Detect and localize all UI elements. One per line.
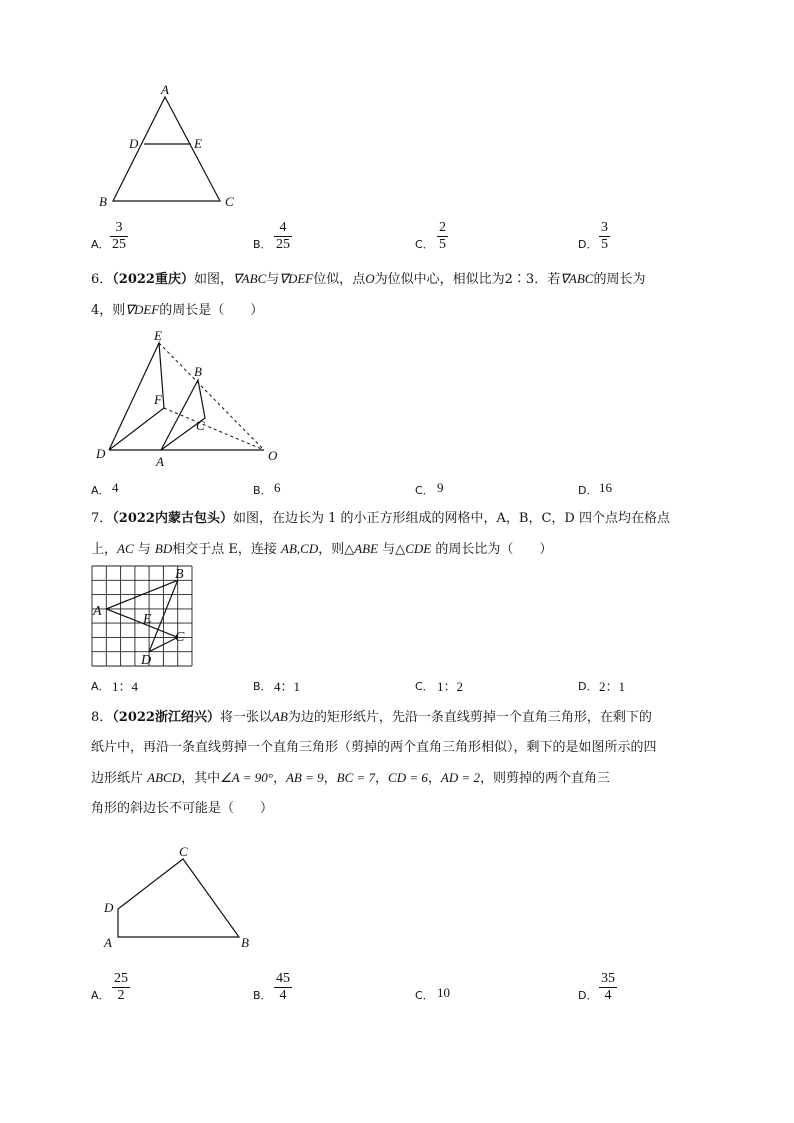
label-e: E [143,612,152,627]
q7-option-a-value[interactable]: 1：4 [112,679,139,694]
q6-option-a-letter: A． [91,484,110,497]
label-d: D [104,900,114,915]
q6-option-d-letter: D． [578,484,598,497]
q5-option-c-fraction[interactable]: 2 5 [439,220,446,252]
triangle-abc [161,380,205,450]
label-c: C [225,194,234,209]
label-a: A [156,454,164,469]
label-b: B [241,935,249,950]
q8-option-c-letter: C． [415,989,434,1002]
q7-option-c-value[interactable]: 1：2 [437,679,464,694]
q6-option-c-letter: C． [415,484,434,497]
q7-option-d-letter: D． [578,680,598,693]
label-b: B [175,567,184,582]
q8-option-a-fraction[interactable]: 25 2 [114,971,128,1003]
q8-option-b-letter: B． [253,989,272,1002]
q6-option-d-value[interactable]: 16 [599,480,612,495]
q8-quadrilateral-figure [98,842,263,952]
q8-option-d-letter: D． [578,989,598,1002]
q7-option-c-letter: C． [415,680,434,693]
q5-triangle-figure [95,80,255,215]
q5-option-a-fraction[interactable]: 3 25 [112,220,126,252]
q6-option-b-letter: B． [253,484,272,497]
q7-stem: 7．（2022内蒙古包头）如图，在边长为 1 的小正方形组成的网格中，A，B，C，D 四个点均在格点 上，AC 与 BD相交于点 E，连接 AB,CD，则△ABE 与△CDE 的周长比为（ ） [91,511,670,557]
q8-option-b-fraction[interactable]: 45 4 [276,971,290,1003]
q5-option-b-fraction[interactable]: 4 25 [276,220,290,252]
label-c: C [196,418,205,433]
label-d: D [141,653,152,668]
q7-option-b-letter: B． [253,680,272,693]
q5-option-b-letter: B． [253,238,272,251]
label-b: B [194,364,202,379]
q8-option-c-value[interactable]: 10 [437,985,450,1000]
quadrilateral-abcd [118,859,239,937]
q8-stem: 8．（2022浙江绍兴）将一张以AB为边的矩形纸片，先沿一条直线剪掉一个直角三角形，在剩下的 纸片中，再沿一条直线剪掉一个直角三角形（剪掉的两个直角三角形相似），剩下的是如图所示的四 边形纸片 ABCD，其中∠A = 90°，AB = 9，BC = 7，CD = 6，AD = 2，则剪掉的两个直角三 角形的斜边长不可能是（ ） [91,709,657,816]
q5-option-c-letter: C． [415,238,434,251]
q8-source: （2022浙江绍兴） [112,710,220,725]
label-f: F [154,392,162,407]
label-d: D [96,446,106,461]
q5-option-d-letter: D． [578,238,598,251]
q8-option-a-letter: A． [91,989,110,1002]
q7-option-b-value[interactable]: 4：1 [274,679,301,694]
label-e: E [154,328,162,343]
dashed-fo [164,408,264,450]
label-o: O [268,448,278,463]
label-c: C [179,844,188,859]
q6-option-b-value[interactable]: 6 [274,480,281,495]
q5-option-a-letter: A． [91,238,110,251]
label-b: B [99,194,107,209]
label-e: E [194,136,202,151]
q5-option-d-fraction[interactable]: 3 5 [601,220,608,252]
q6-option-a-value[interactable]: 4 [112,480,119,495]
label-a: A [93,604,102,619]
q6-stem: 6．（2022重庆）如图，∇ABC与∇DEF位似，点O为位似中心，相似比为2∶3．若∇ABC的周长为 4，则∇DEF的周长是（ ） [91,271,646,318]
label-d: D [129,136,139,151]
q7-number: 7． [91,511,113,526]
q7-source: （2022内蒙古包头） [112,511,233,526]
q6-homothety-figure [90,326,290,471]
q7-option-d-value[interactable]: 2：1 [599,679,626,694]
q6-option-c-value[interactable]: 9 [437,480,444,495]
dashed-eo [159,343,264,450]
label-a: A [104,935,112,950]
q7-option-a-letter: A． [91,680,110,693]
q8-option-d-fraction[interactable]: 35 4 [601,971,615,1003]
q6-number: 6． [91,272,113,287]
q8-number: 8． [91,710,113,725]
q6-source: （2022重庆） [112,272,194,287]
label-c: C [175,630,185,645]
q7-grid-figure [91,565,193,667]
label-a: A [161,82,169,97]
